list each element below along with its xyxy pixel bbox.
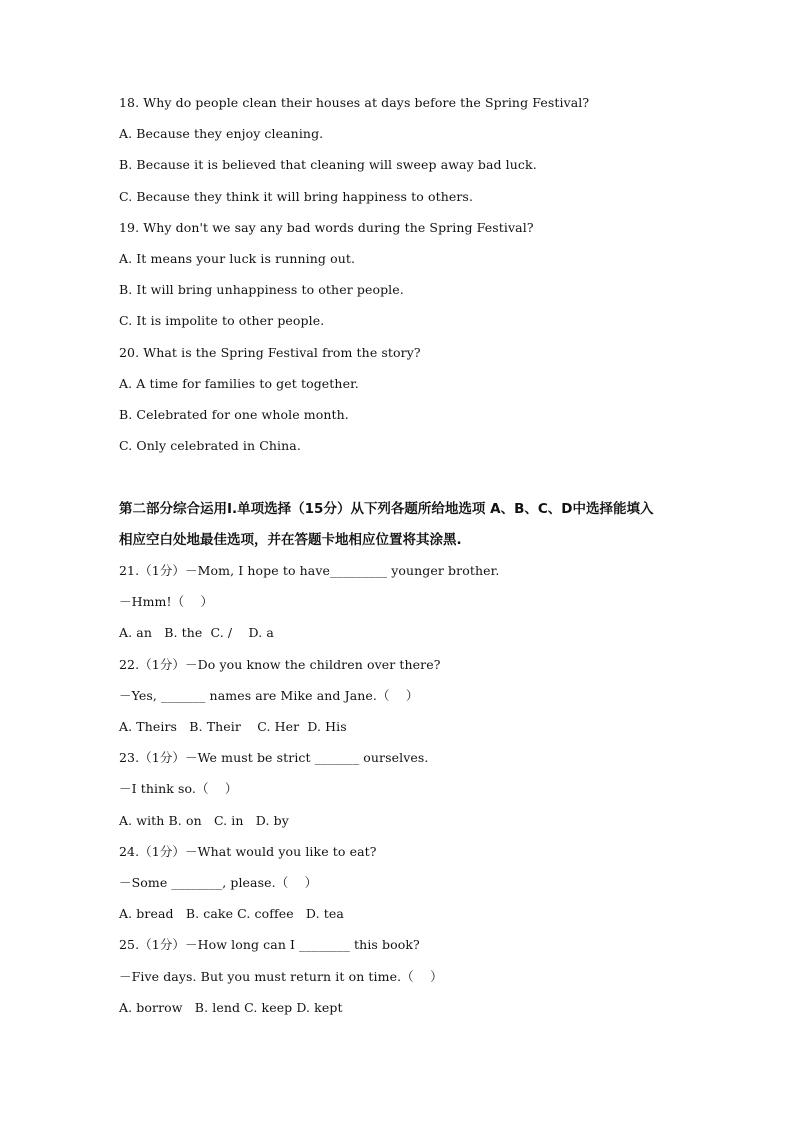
question-20: 20. What is the Spring Festival from the story? — [119, 345, 421, 360]
question-20-option-c: C. Only celebrated in China. — [119, 438, 301, 453]
question-21: 21.（1分）－Mom, I hope to have_________ younger brother. — [119, 563, 500, 578]
section-heading-line-1: 第二部分综合运用Ⅰ.单项选择（15分）从下列各题所给地选项 A、B、C、D中选择能填入 — [119, 501, 654, 517]
question-22: 22.（1分）－Do you know the children over there? — [119, 657, 441, 672]
question-20-option-b: B. Celebrated for one whole month. — [119, 407, 349, 422]
question-19-option-a: A. It means your luck is running out. — [119, 251, 356, 266]
question-25-options: A. borrow B. lend C. keep D. kept — [119, 1000, 343, 1015]
question-23: 23.（1分）－We must be strict _______ ourselves. — [119, 750, 429, 765]
question-25: 25.（1分）－How long can I ________ this book? — [119, 937, 420, 952]
question-23-response: －I think so.（ ） — [119, 781, 238, 796]
question-18-option-a: A. Because they enjoy cleaning. — [119, 126, 324, 141]
question-22-options: A. Theirs B. Their C. Her D. His — [119, 719, 347, 734]
question-19-option-b: B. It will bring unhappiness to other people. — [119, 282, 404, 297]
question-21-response: －Hmm!（ ） — [119, 594, 214, 609]
question-24: 24.（1分）－What would you like to eat? — [119, 844, 377, 859]
question-20-option-a: A. A time for families to get together. — [119, 376, 359, 391]
question-19-option-c: C. It is impolite to other people. — [119, 313, 325, 328]
question-25-response: －Five days. But you must return it on time.（ ） — [119, 969, 443, 984]
question-18-option-b: B. Because it is believed that cleaning will sweep away bad luck. — [119, 157, 537, 172]
question-19: 19. Why don't we say any bad words during the Spring Festival? — [119, 220, 534, 235]
question-22-response: －Yes, _______ names are Mike and Jane.（ ） — [119, 688, 419, 703]
section-heading-line-2: 相应空白处地最佳选项，并在答题卡地相应位置将其涂黑. — [119, 532, 462, 548]
question-24-response: －Some ________, please.（ ） — [119, 875, 318, 890]
question-24-options: A. bread B. cake C. coffee D. tea — [119, 906, 344, 921]
question-21-options: A. an B. the C. / D. a — [119, 625, 274, 640]
question-18-option-c: C. Because they think it will bring happiness to others. — [119, 189, 474, 204]
question-23-options: A. with B. on C. in D. by — [119, 813, 289, 828]
question-18: 18. Why do people clean their houses at days before the Spring Festival? — [119, 95, 590, 110]
